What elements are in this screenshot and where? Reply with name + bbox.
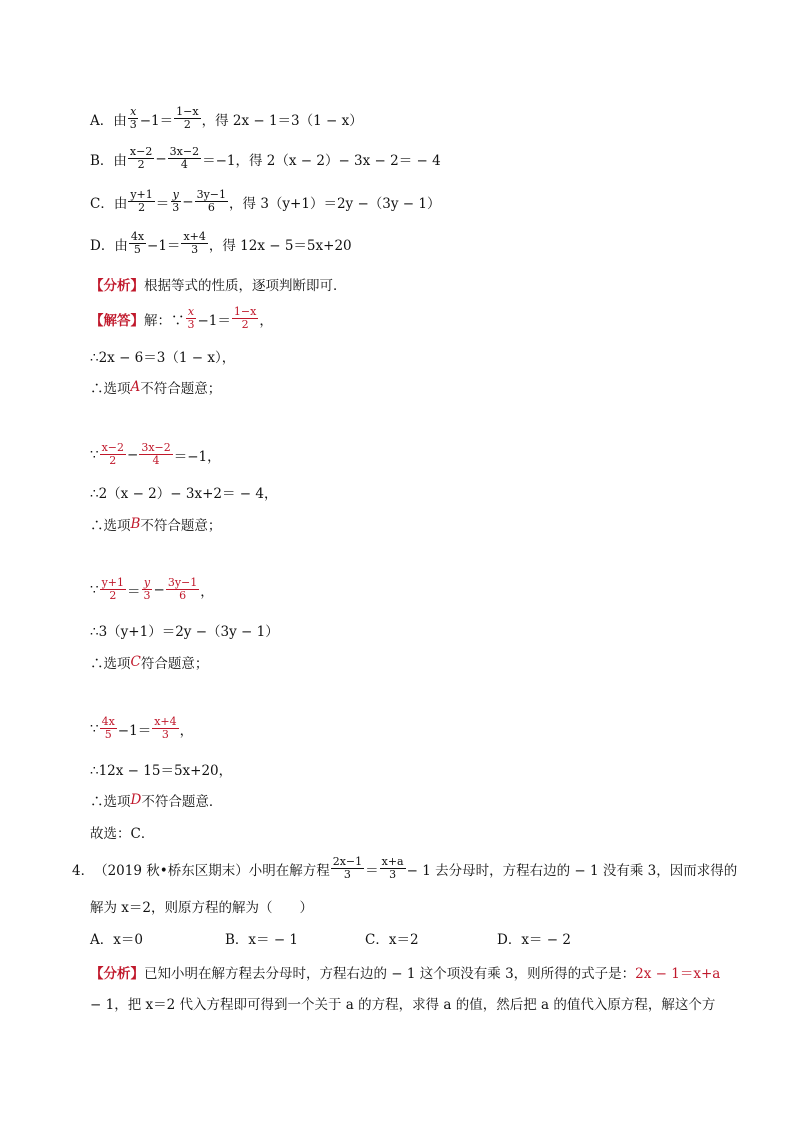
fraction: $\frac{3y-1}{6}$ bbox=[196, 188, 227, 214]
fraction: $\frac{y+1}{2}$ bbox=[130, 188, 153, 214]
choice-d: D．x＝ − 2 bbox=[497, 932, 571, 948]
fraction: $\frac{1-x}{2}$ bbox=[233, 305, 257, 331]
fraction: $\frac{x+4}{3}$ bbox=[154, 715, 177, 741]
fraction: $\frac{y}{3}$ bbox=[172, 188, 180, 214]
step-c-line3: ∴选项 C 符合题意； bbox=[90, 654, 209, 672]
step-c-line2: ∴3（y+1）＝2y −（3y − 1） bbox=[90, 624, 279, 640]
fraction: $\frac{1-x}{2}$ bbox=[176, 105, 199, 131]
fraction: $\frac{y}{3}$ bbox=[143, 576, 151, 602]
option-a: A． 由 $\frac{x}{3}$ −1＝ $\frac{1-x}{2}$ ，得 2x − 1＝3（1 − x） bbox=[90, 105, 363, 131]
step-a-line3: ∴选项 A 不符合题意； bbox=[90, 379, 222, 397]
question-4-line2: 解为 x＝2，则原方程的解为（ ） bbox=[90, 900, 313, 916]
fraction: $\frac{4x}{5}$ bbox=[130, 230, 145, 256]
fraction: $\frac{x+a}{3}$ bbox=[381, 855, 404, 881]
question-number: 4． bbox=[72, 862, 95, 879]
fraction: $\frac{2x-1}{3}$ bbox=[332, 855, 363, 881]
step-d-line1: ∵ $\frac{4x}{5}$ −1＝ $\frac{x+4}{3}$ ， bbox=[90, 715, 194, 741]
fraction: $\frac{3x-2}{4}$ bbox=[141, 441, 171, 467]
choice-b: B．x＝ − 1 bbox=[225, 932, 299, 948]
fraction: $\frac{y+1}{2}$ bbox=[101, 576, 125, 602]
analysis-2-line2: − 1，把 x＝2 代入方程即可得到一个关于 a 的方程，求得 a 的值，然后把 a 的值代入原方程，解这个方 bbox=[90, 997, 716, 1013]
step-b-line2: ∴2（x − 2）− 3x+2＝ − 4， bbox=[90, 486, 278, 502]
fraction: $\frac{4x}{5}$ bbox=[101, 715, 115, 741]
option-c: C． 由 $\frac{y+1}{2}$ ＝ $\frac{y}{3}$ − $\frac{3y-1}{6}$ ，得 3（y+1）＝2y −（3y − 1） bbox=[90, 188, 441, 214]
fraction: $\frac{x-2}{2}$ bbox=[129, 145, 153, 171]
analysis-2: 【分析】 已知小明在解方程去分母时，方程右边的 − 1 这个项没有乘 3，则所得的式子是： 2x − 1＝x+a bbox=[90, 962, 720, 982]
question-4: 4． （2019 秋•桥东区期末）小明在解方程 $\frac{2x-1}{3}$ ＝ $\frac{x+a}{3}$ − 1 去分母时，方程右边的 − 1 没有乘 3，因而求得的 bbox=[72, 855, 738, 881]
choice-c: C．x＝2 bbox=[365, 932, 419, 948]
analysis-tag: 【分析】 bbox=[90, 278, 144, 294]
fraction: $\frac{x+4}{3}$ bbox=[183, 230, 206, 256]
answer-tag: 【解答】 bbox=[90, 312, 144, 329]
fraction: $\frac{x}{3}$ bbox=[187, 305, 195, 331]
option-b: B． 由 $\frac{x-2}{2}$ − $\frac{3x-2}{4}$ ＝−1，得 2（x − 2）− 3x − 2＝ − 4 bbox=[90, 145, 441, 171]
fraction: $\frac{3x-2}{4}$ bbox=[169, 145, 200, 171]
step-d-line2: ∴12x − 15＝5x+20， bbox=[90, 763, 233, 779]
fraction: $\frac{3y-1}{6}$ bbox=[167, 576, 198, 602]
step-b-line1: ∵ $\frac{x-2}{2}$ − $\frac{3x-2}{4}$ ＝−1， bbox=[90, 441, 221, 467]
option-d: D． 由 $\frac{4x}{5}$ −1＝ $\frac{x+4}{3}$ ，得 12x − 5＝5x+20 bbox=[90, 230, 352, 256]
analysis bbox=[90, 274, 347, 294]
step-a-line2: ∴2x − 6＝3（1 − x）， bbox=[90, 350, 236, 366]
step-d-line3: ∴选项 D 不符合题意． bbox=[90, 792, 223, 810]
step-c-line1: ∵ $\frac{y+1}{2}$ ＝ $\frac{y}{3}$ − $\frac{3y-1}{6}$ ， bbox=[90, 576, 214, 602]
fraction: $\frac{x-2}{2}$ bbox=[101, 441, 125, 467]
answer-step-a: 【解答】 解：∵ $\frac{x}{3}$ −1＝ $\frac{1-x}{2}$ ， bbox=[90, 305, 273, 331]
fraction: $\frac{x}{3}$ bbox=[129, 105, 137, 131]
conclusion: 故选：C． bbox=[90, 826, 155, 842]
choice-a: A．x＝0 bbox=[90, 932, 143, 948]
analysis-text: 根据等式的性质，逐项判断即可． bbox=[144, 278, 347, 294]
step-b-line3: ∴选项 B 不符合题意； bbox=[90, 516, 222, 534]
analysis-tag: 【分析】 bbox=[90, 966, 144, 982]
